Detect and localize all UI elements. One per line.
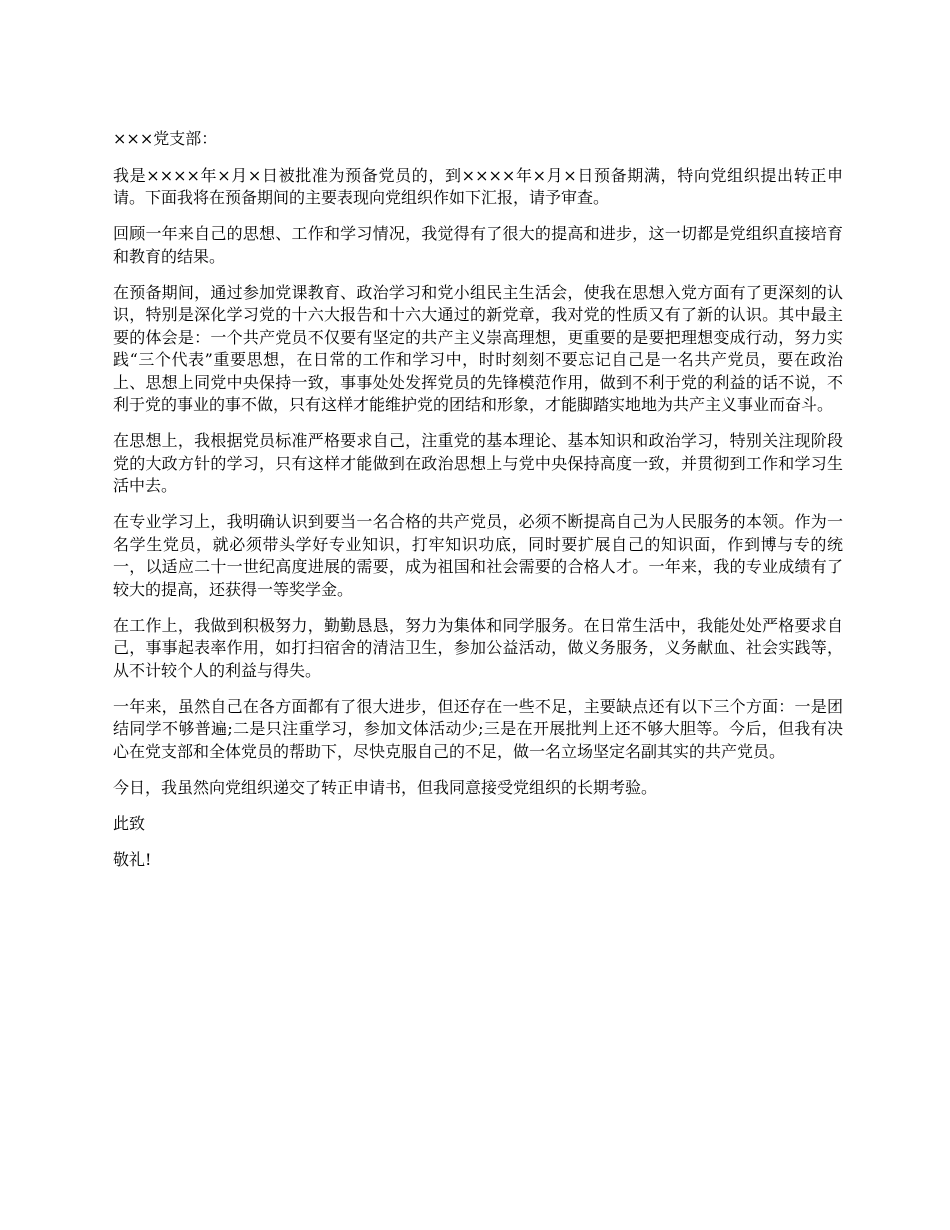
document-body — [113, 128, 843, 885]
paragraph-2: 回顾一年来自己的思想、工作和学习情况，我觉得有了很大的提高和进步，这一切都是党组织直接培育和教育的结果。 — [113, 224, 843, 266]
closing-line-2: 敬礼! — [113, 849, 152, 869]
closing-line-1: 此致 — [113, 813, 146, 833]
paragraph-7: 一年来，虽然自己在各方面都有了很大进步，但还存在一些不足，主要缺点还有以下三个方面：一是团结同学不够普遍;二是只注重学习，参加文体活动少;三是在开展批判上还不够大胆等。今后，但我有决心在党支部和全体党员的帮助下，尽快克服自己的不足，做一名立场坚定名副其实的共产党员。 — [113, 696, 843, 761]
paragraph-8: 今日，我虽然向党组织递交了转正申请书，但我同意接受党组织的长期考验。 — [113, 777, 658, 797]
salutation: ×××党支部： — [113, 129, 218, 148]
paragraph-5: 在专业学习上，我明确认识到要当一名合格的共产党员，必须不断提高自己为人民服务的本领。作为一名学生党员，就必须带头学好专业知识，打牢知识功底，同时要扩展自己的知识面，作到博与专的统一，以适应二十一世纪高度进展的需要，成为祖国和社会需要的合格人才。一年来，我的专业成绩有了较大的提高，还获得一等奖学金。 — [113, 512, 843, 599]
paragraph-1: 我是××××年×月×日被批准为预备党员的，到××××年×月×日预备期满，特向党组织提出转正申请。下面我将在预备期间的主要表现向党组织作如下汇报，请予审查。 — [113, 165, 843, 207]
paragraph-3: 在预备期间，通过参加党课教育、政治学习和党小组民主生活会，使我在思想入党方面有了更深刻的认识，特别是深化学习党的十六大报告和十六大通过的新党章，我对党的性质又有了新的认识。其中最主要的体会是：一个共产党员不仅要有坚定的共产主义崇高理想，更重要的是要把理想变成行动，努力实践“三个代表”重要思想，在日常的工作和学习中，时时刻刻不要忘记自己是一名共产党员，要在政治上、思想上同党中央保持一致，事事处处发挥党员的先锋模范作用，做到不利于党的利益的话不说，不利于党的事业的事不做，只有这样才能维护党的团结和形象，才能脚踏实地地为共产主义事业而奋斗。 — [113, 282, 843, 414]
paragraph-6: 在工作上，我做到积极努力，勤勤恳恳，努力为集体和同学服务。在日常生活中，我能处处严格要求自己，事事起表率作用，如打扫宿舍的清洁卫生，参加公益活动，做义务服务，义务献血、社会实践等，从不计较个人的利益与得失。 — [113, 615, 843, 680]
paragraph-4: 在思想上，我根据党员标准严格要求自己，注重党的基本理论、基本知识和政治学习，特别关注现阶段党的大政方针的学习，只有这样才能做到在政治思想上与党中央保持高度一致，并贯彻到工作和学习生活中去。 — [113, 431, 843, 495]
